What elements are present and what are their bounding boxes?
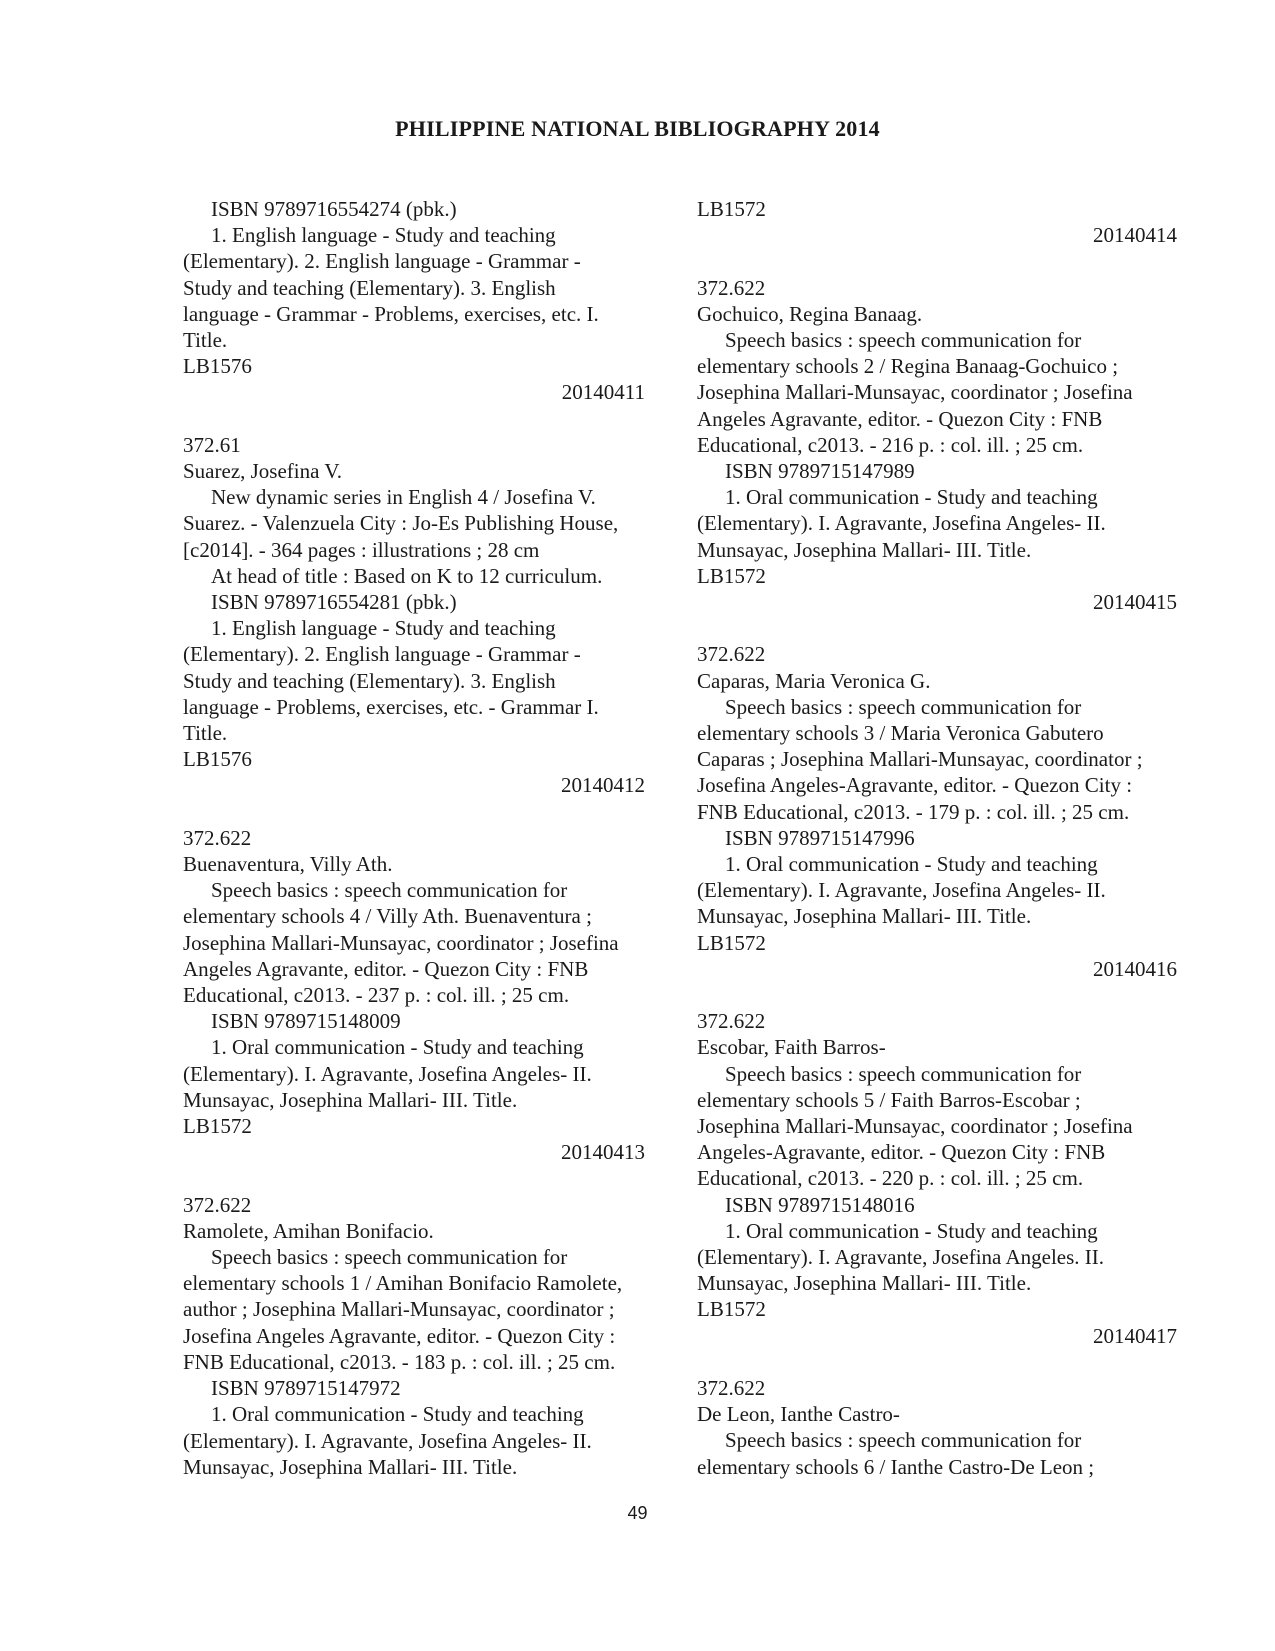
- entry-line: ISBN 9789715147972: [211, 1376, 401, 1401]
- entry-line: Educational, c2013. - 237 p. : col. ill. ; 25 cm.: [183, 983, 570, 1008]
- entry-line: 372.61: [183, 432, 241, 457]
- record-number: 20140411: [561, 380, 645, 405]
- entry-line: language - Problems, exercises, etc. - Grammar I.: [183, 694, 599, 719]
- entry-line: Suarez, Josefina V.: [183, 459, 343, 484]
- bibliography-entry: [697, 275, 1187, 616]
- right-column: [697, 196, 1187, 1480]
- entry-line: elementary schools 1 / Amihan Bonifacio Ramolete,: [183, 1271, 623, 1296]
- entry-line: FNB Educational, c2013. - 183 p. : col. ill. ; 25 cm.: [183, 1349, 616, 1374]
- entry-line: ISBN 9789715147989: [725, 459, 915, 484]
- record-number: 20140416: [1093, 956, 1177, 981]
- entry-line: Munsayac, Josephina Mallari- III. Title.: [697, 904, 1032, 929]
- entry-line: ISBN 9789715147996: [725, 825, 915, 850]
- entry-line: Josephina Mallari-Munsayac, coordinator ; Josefina: [697, 1114, 1133, 1139]
- entry-line: Speech basics : speech communication for: [725, 1428, 1082, 1453]
- record-number: 20140414: [1093, 223, 1177, 248]
- entry-line: Educational, c2013. - 216 p. : col. ill. ; 25 cm.: [697, 432, 1084, 457]
- page-title: PHILIPPINE NATIONAL BIBLIOGRAPHY 2014: [395, 116, 880, 141]
- entry-line: LB1572: [183, 1114, 252, 1139]
- bibliography-entry: [183, 432, 655, 799]
- left-column: [183, 196, 655, 1480]
- bibliography-entry: [183, 196, 655, 406]
- entry-line: 1. Oral communication - Study and teaching: [725, 852, 1098, 877]
- bibliography-entry: [697, 1008, 1187, 1349]
- entry-line: ISBN 9789715148016: [725, 1192, 915, 1217]
- entry-line: Josefina Angeles-Agravante, editor. - Quezon City :: [697, 773, 1133, 798]
- entry-line: 372.622: [697, 275, 766, 300]
- entry-line: 372.622: [183, 1192, 252, 1217]
- entry-line: 1. English language - Study and teaching: [211, 616, 556, 641]
- entry-line: Caparas, Maria Veronica G.: [697, 668, 931, 693]
- entry-line: language - Grammar - Problems, exercises, etc. I.: [183, 301, 599, 326]
- entry-line: 1. Oral communication - Study and teaching: [211, 1035, 584, 1060]
- entry-line: 1. Oral communication - Study and teaching: [725, 485, 1098, 510]
- entry-line: (Elementary). 2. English language - Grammar -: [183, 642, 581, 667]
- bibliography-entry: [183, 825, 655, 1166]
- entry-line: LB1572: [697, 930, 766, 955]
- record-number: 20140412: [561, 773, 645, 798]
- entry-line: Caparas ; Josephina Mallari-Munsayac, coordinator ;: [697, 747, 1143, 772]
- entry-line: 1. English language - Study and teaching: [211, 223, 556, 248]
- entry-line: De Leon, Ianthe Castro-: [697, 1402, 900, 1427]
- entry-line: elementary schools 5 / Faith Barros-Escobar ;: [697, 1087, 1081, 1112]
- entry-line: Josefina Angeles Agravante, editor. - Quezon City :: [183, 1323, 616, 1348]
- entry-line: elementary schools 4 / Villy Ath. Buenaventura ;: [183, 904, 592, 929]
- entry-line: ISBN 9789716554274 (pbk.): [211, 197, 457, 221]
- entry-line: New dynamic series in English 4 / Josefina V.: [211, 485, 596, 510]
- entry-line: Suarez. - Valenzuela City : Jo-Es Publishing House,: [183, 511, 619, 536]
- entry-line: Buenaventura, Villy Ath.: [183, 852, 393, 877]
- entry-line: Gochuico, Regina Banaag.: [697, 301, 923, 326]
- entry-line: Angeles Agravante, editor. - Quezon City : FNB: [697, 406, 1103, 431]
- entry-line: Title.: [183, 328, 228, 353]
- entry-line: Speech basics : speech communication for: [725, 1061, 1082, 1086]
- entry-line: Angeles Agravante, editor. - Quezon City : FNB: [183, 956, 589, 981]
- entry-line: (Elementary). I. Agravante, Josefina Angeles- II.: [697, 511, 1106, 536]
- entry-line: Speech basics : speech communication for: [725, 328, 1082, 352]
- entry-line: At head of title : Based on K to 12 curriculum.: [211, 563, 603, 588]
- entry-line: author ; Josephina Mallari-Munsayac, coordinator ;: [183, 1297, 615, 1322]
- entry-line: Speech basics : speech communication for: [725, 694, 1082, 719]
- entry-line: Ramolete, Amihan Bonifacio.: [183, 1218, 434, 1243]
- entry-line: 1. Oral communication - Study and teaching: [725, 1218, 1098, 1243]
- page-number: 49: [627, 1503, 648, 1523]
- entry-line: (Elementary). I. Agravante, Josefina Angeles. II.: [697, 1245, 1105, 1270]
- entry-line: (Elementary). I. Agravante, Josefina Angeles- II.: [697, 878, 1106, 903]
- entry-line: Angeles-Agravante, editor. - Quezon City : FNB: [697, 1140, 1106, 1165]
- record-number: 20140417: [1093, 1323, 1177, 1348]
- entry-line: Study and teaching (Elementary). 3. English: [183, 668, 556, 693]
- entry-line: Title.: [183, 721, 228, 746]
- entry-line: ISBN 9789715148009: [211, 1009, 401, 1034]
- bibliography-entry: [183, 1192, 655, 1480]
- entry-line: Speech basics : speech communication for: [211, 1245, 568, 1270]
- entry-line: ISBN 9789716554281 (pbk.): [211, 590, 457, 615]
- entry-line: LB1572: [697, 197, 766, 221]
- entry-line: elementary schools 6 / Ianthe Castro-De Leon ;: [697, 1454, 1095, 1479]
- bibliography-entry: [697, 196, 1187, 248]
- entry-line: 372.622: [697, 1009, 766, 1034]
- bibliography-entry: [697, 1375, 1187, 1480]
- entry-line: LB1572: [697, 563, 766, 588]
- entry-line: Speech basics : speech communication for: [211, 878, 568, 903]
- entry-line: Munsayac, Josephina Mallari- III. Title.: [183, 1454, 518, 1479]
- entry-line: Munsayac, Josephina Mallari- III. Title.: [697, 537, 1032, 562]
- entry-line: Study and teaching (Elementary). 3. English: [183, 275, 556, 300]
- entry-line: Josephina Mallari-Munsayac, coordinator ; Josefina: [183, 930, 619, 955]
- entry-line: LB1576: [183, 354, 252, 379]
- entry-line: Educational, c2013. - 220 p. : col. ill. ; 25 cm.: [697, 1166, 1084, 1191]
- entry-line: Josephina Mallari-Munsayac, coordinator ; Josefina: [697, 380, 1133, 405]
- entry-line: LB1576: [183, 747, 252, 772]
- entry-line: [c2014]. - 364 pages : illustrations ; 28 cm: [183, 537, 540, 562]
- entry-line: Munsayac, Josephina Mallari- III. Title.: [697, 1271, 1032, 1296]
- entry-line: 1. Oral communication - Study and teaching: [211, 1402, 584, 1427]
- entry-line: 372.622: [697, 642, 766, 667]
- bibliography-entry: [697, 641, 1187, 982]
- record-number: 20140413: [561, 1140, 645, 1165]
- entry-line: (Elementary). 2. English language - Grammar -: [183, 249, 581, 274]
- entry-line: 372.622: [183, 825, 252, 850]
- entry-line: (Elementary). I. Agravante, Josefina Angeles- II.: [183, 1061, 592, 1086]
- record-number: 20140415: [1093, 590, 1177, 615]
- entry-line: Munsayac, Josephina Mallari- III. Title.: [183, 1087, 518, 1112]
- entry-line: FNB Educational, c2013. - 179 p. : col. ill. ; 25 cm.: [697, 799, 1130, 824]
- entry-line: (Elementary). I. Agravante, Josefina Angeles- II.: [183, 1428, 592, 1453]
- entry-line: elementary schools 2 / Regina Banaag-Gochuico ;: [697, 354, 1119, 379]
- entry-line: Escobar, Faith Barros-: [697, 1035, 886, 1060]
- entry-line: LB1572: [697, 1297, 766, 1322]
- entry-line: 372.622: [697, 1376, 766, 1401]
- entry-line: elementary schools 3 / Maria Veronica Gabutero: [697, 721, 1104, 746]
